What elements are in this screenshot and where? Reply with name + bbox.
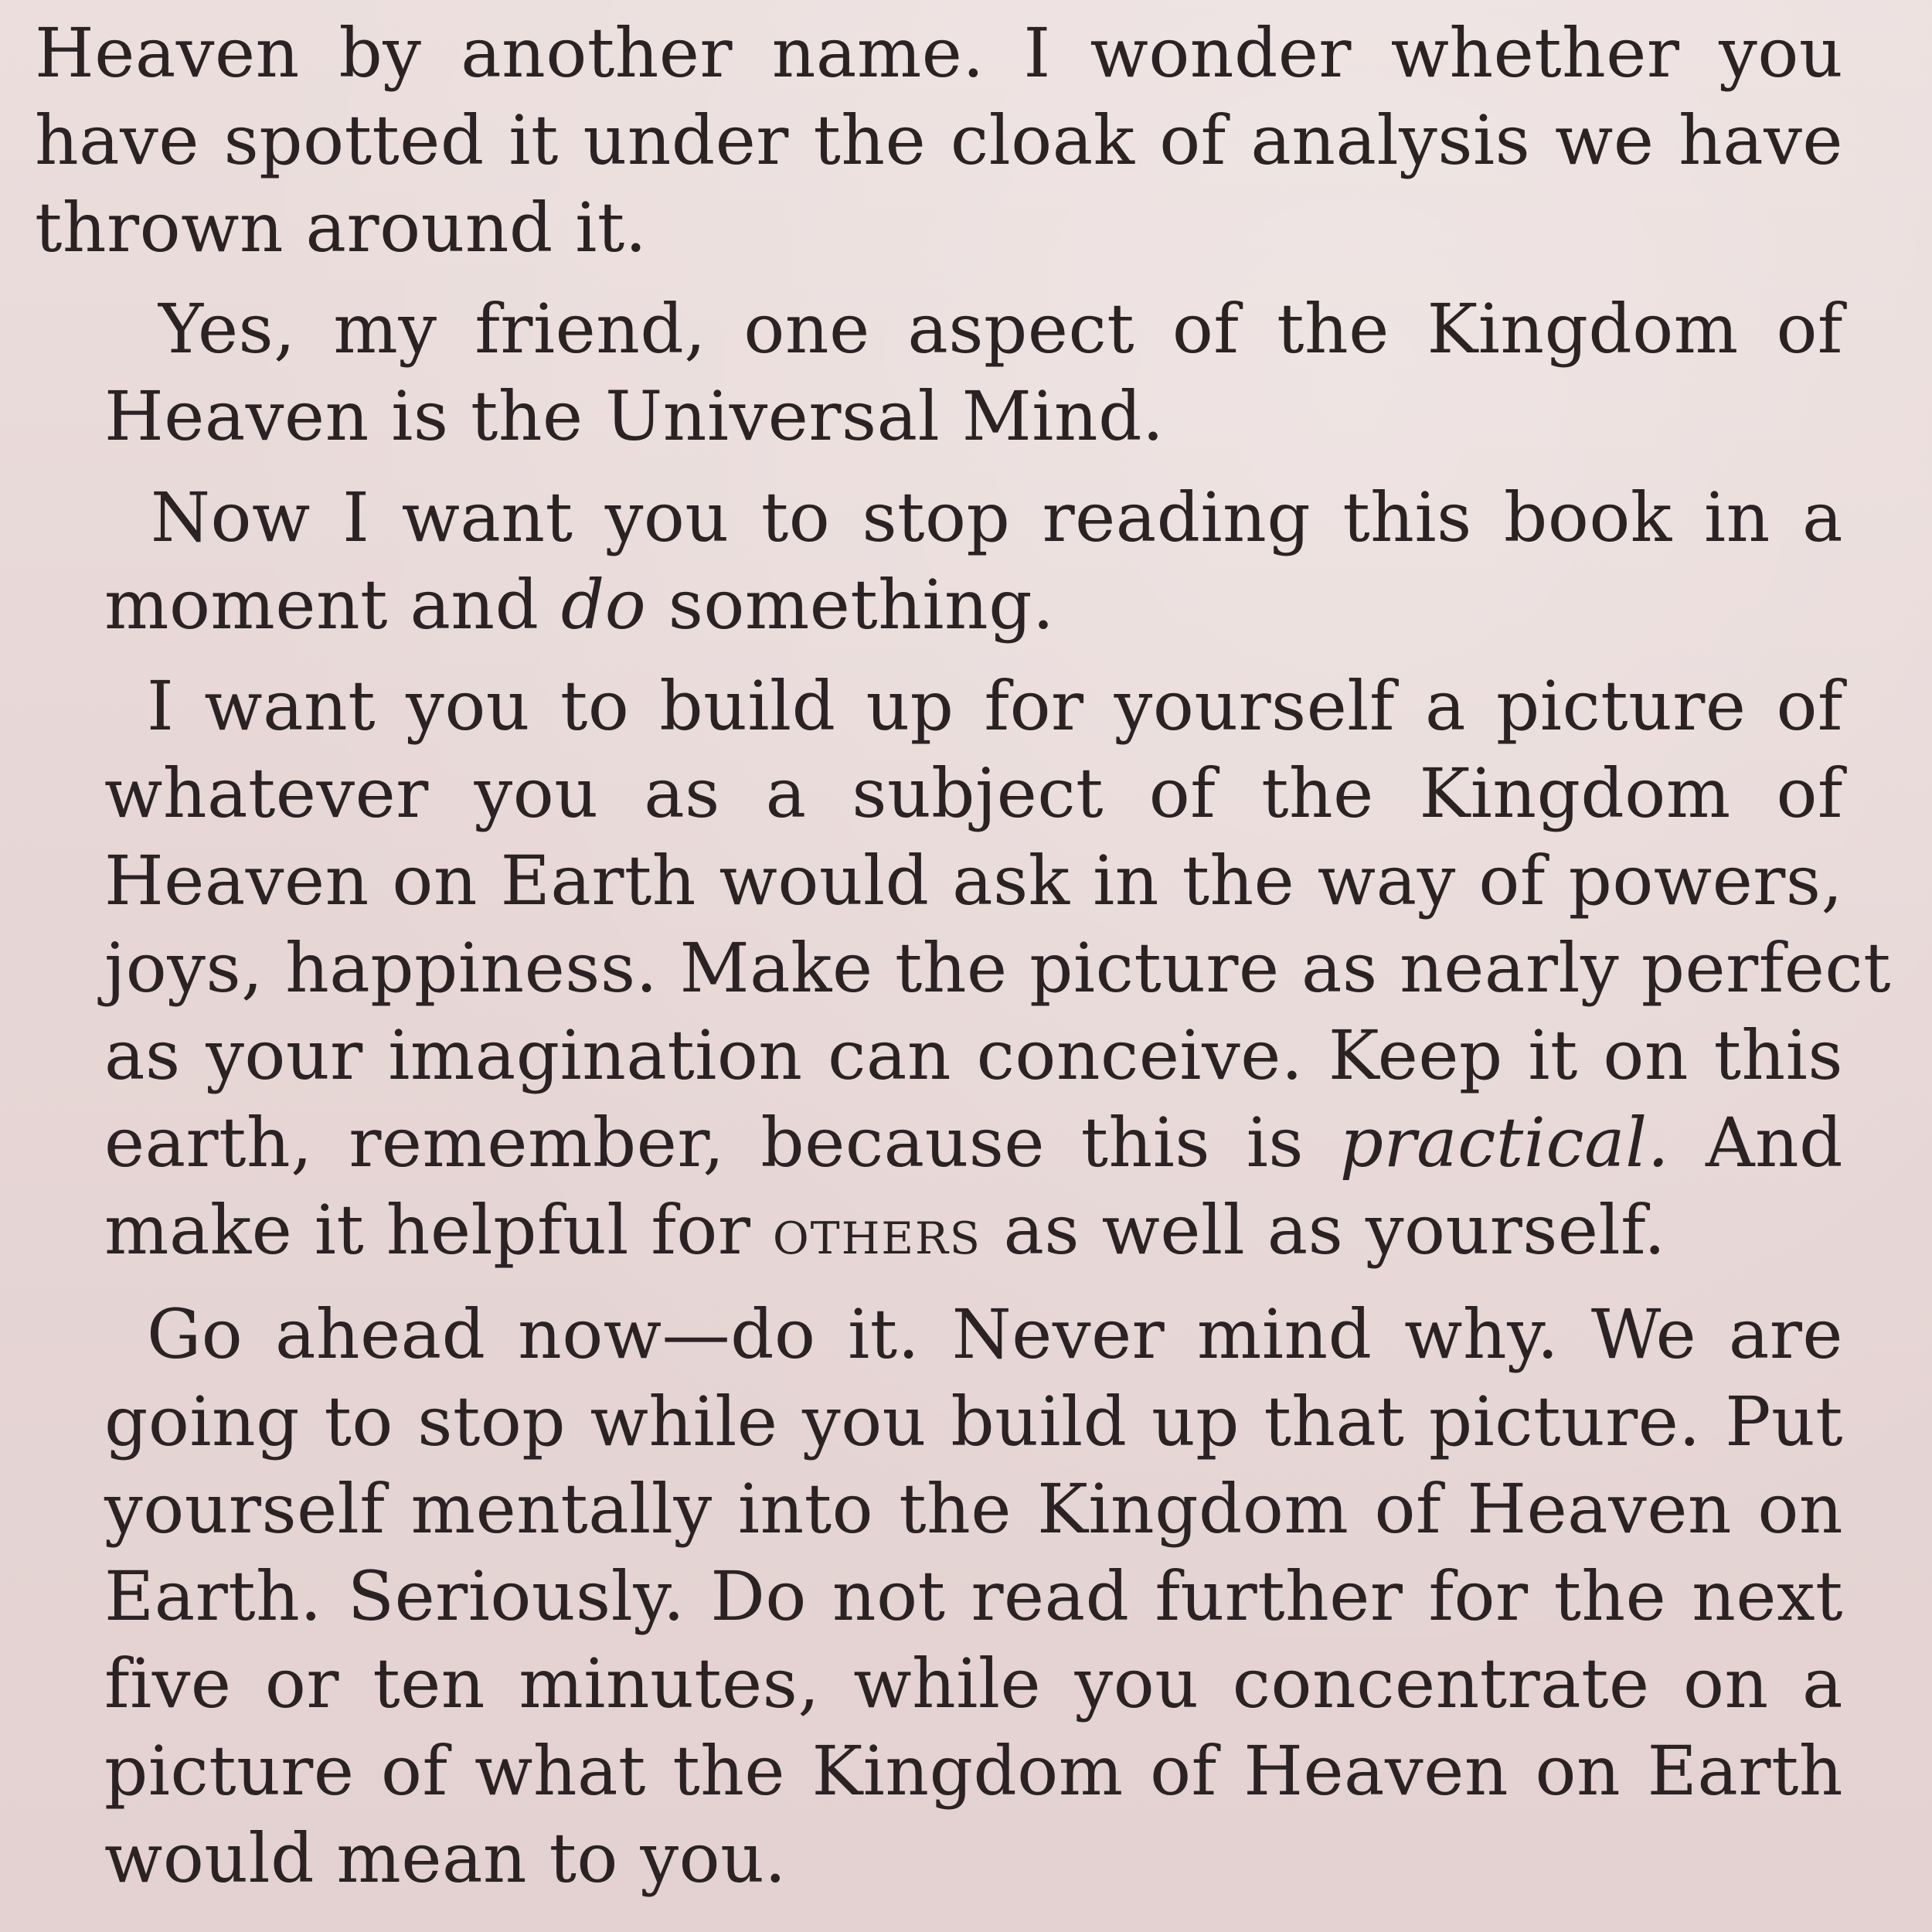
text-line: [35, 1099, 1843, 1186]
italic-word: do: [560, 565, 647, 645]
paragraph-2: [35, 285, 1843, 460]
paragraph-5: [35, 1291, 1843, 1902]
text-line: Heaven on Earth would ask in the way of powers,: [104, 841, 1843, 920]
text-segment: earth, remember, because this is: [104, 1103, 1340, 1182]
text-segment: moment and: [104, 565, 561, 645]
paragraph-3: [35, 474, 1843, 648]
text-line: would mean to you.: [104, 1818, 787, 1898]
text-line: whatever you as a subject of the Kingdom of: [104, 753, 1843, 833]
text-line: yourself mentally into the Kingdom of Heaven on: [104, 1469, 1843, 1549]
text-line: Heaven by another name. I wonder whether you: [35, 13, 1843, 93]
text-line: Now I want you to stop reading this book in a: [151, 478, 1843, 557]
text-line: picture of what the Kingdom of Heaven on Earth: [104, 1731, 1843, 1811]
text-line: have spotted it under the cloak of analysis we have: [35, 100, 1843, 180]
text-segment: make it helpful for: [104, 1190, 773, 1270]
text-line: Heaven is the Universal Mind.: [104, 376, 1165, 456]
paragraph-4: [35, 662, 1891, 1277]
text-line: Go ahead now—do it. Never mind why. We are: [147, 1294, 1843, 1374]
text-line: [35, 1186, 1843, 1277]
text-line: I want you to build up for yourself a picture of: [147, 666, 1843, 746]
italic-word: practical.: [1339, 1103, 1670, 1182]
paragraph-1: [35, 9, 1843, 271]
text-line: going to stop while you build up that picture. Put: [104, 1382, 1843, 1461]
text-line: thrown around it.: [35, 188, 648, 267]
small-caps-word: others: [772, 1196, 981, 1269]
text-segment: And: [1669, 1103, 1844, 1182]
text-line: five or ten minutes, while you concentrate on a: [104, 1644, 1843, 1723]
text-line: joys, happiness. Make the picture as nearly perfect: [104, 928, 1891, 1008]
text-segment: something.: [646, 565, 1055, 645]
text-line: Earth. Seriously. Do not read further for the next: [104, 1556, 1843, 1636]
page-text: [35, 9, 1891, 1916]
text-line: as your imagination can conceive. Keep it on this: [104, 1015, 1843, 1095]
text-segment: as well as yourself.: [981, 1190, 1666, 1270]
text-line: Yes, my friend, one aspect of the Kingdom of: [158, 289, 1843, 369]
text-line: [35, 561, 1843, 648]
